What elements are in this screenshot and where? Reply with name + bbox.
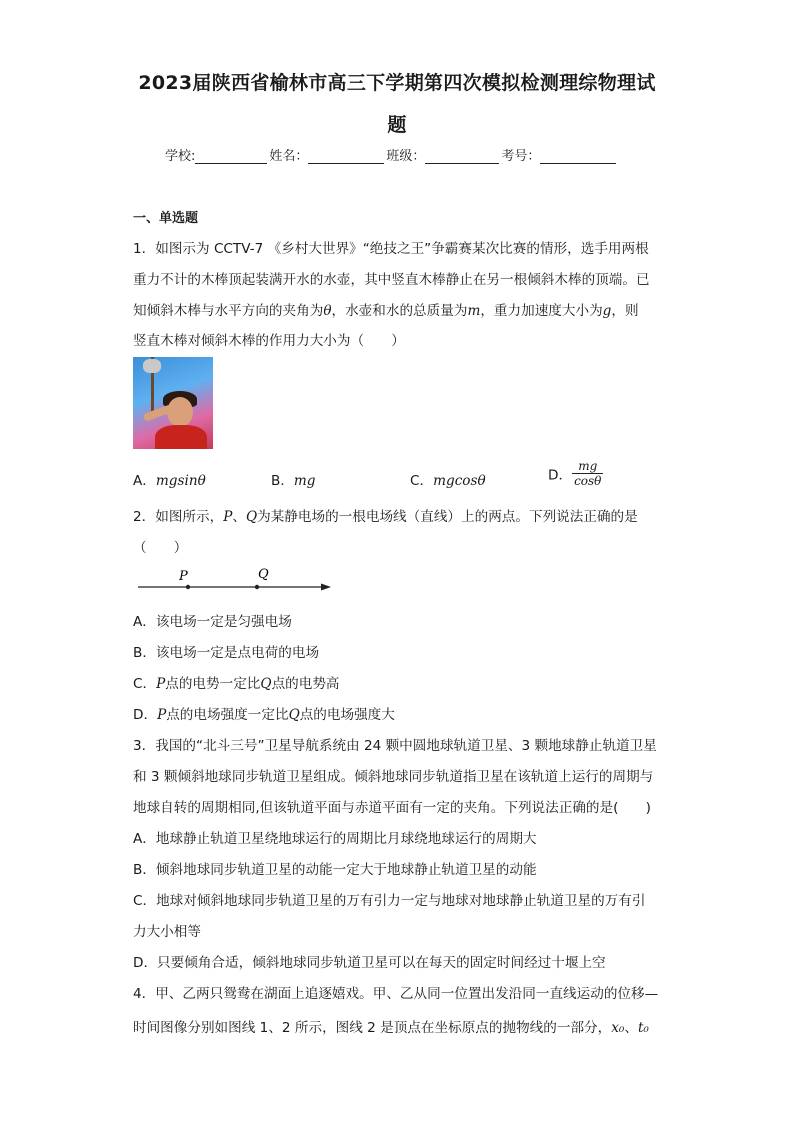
q1-line3 <box>133 299 639 319</box>
name-label: 姓名： <box>269 149 309 164</box>
fraction-numerator: mg <box>572 459 603 474</box>
option-d-fraction <box>572 459 603 488</box>
point-q-dot <box>255 585 259 589</box>
option-b-label: B． <box>271 473 294 489</box>
t0-symbol: t₀ <box>637 1020 649 1036</box>
q2d-label: D． <box>133 707 158 723</box>
q2c-text-b: 点的电势一定比 <box>165 676 261 692</box>
q2c-text-c: 点的电势高 <box>271 676 340 692</box>
q3-option-c-line2: 力大小相等 <box>133 924 201 940</box>
q2-line2: （ ） <box>133 540 188 556</box>
q2d-text-b: 点的电场强度一定比 <box>166 707 289 723</box>
school-blank <box>195 149 267 164</box>
class-blank <box>425 149 499 164</box>
q2-line1 <box>133 505 638 525</box>
q2d-q: Q <box>288 707 300 723</box>
q3-line2: 和 3 颗倾斜地球同步轨道卫星组成。倾斜地球同步轨道指卫星在该轨道上运行的周期与 <box>133 769 654 785</box>
q2d-text-c: 点的电场强度大 <box>299 707 395 723</box>
q3-option-a: A．地球静止轨道卫星绕地球运行的周期比月球绕地球运行的周期大 <box>133 831 537 847</box>
option-a-mg: mg <box>155 473 178 489</box>
option-b-mg: mg <box>293 473 316 489</box>
q1-option-b <box>271 469 316 489</box>
q2c-p: P <box>156 676 166 692</box>
kettle-balancing-photo <box>133 357 213 449</box>
section-heading: 一、单选题 <box>133 211 199 226</box>
q2-option-a: A．该电场一定是匀强电场 <box>133 614 292 630</box>
mass-symbol: m <box>467 303 481 319</box>
q3-option-b: B．倾斜地球同步轨道卫星的动能一定大于地球静止轨道卫星的动能 <box>133 862 537 878</box>
q1-line3-text-a: 知倾斜木棒与水平方向的夹角为 <box>133 303 324 319</box>
q3-line1: 3．我国的“北斗三号”卫星导航系统由 24 颗中圆地球轨道卫星、3 颗地球静止轨道卫星 <box>133 738 657 754</box>
option-a-sin: sinθ <box>177 473 206 489</box>
kettle-icon <box>143 359 161 373</box>
fraction-denominator: cosθ <box>574 474 602 488</box>
q1-line3-text-c: ，重力加速度大小为 <box>480 303 603 319</box>
point-p-label: P <box>179 569 188 584</box>
point-q-symbol: Q <box>245 509 258 525</box>
q1-line1: 1．如图示为 CCTV-7 《乡村大世界》“绝技之王”争霸赛某次比赛的情形，选手用两根 <box>133 241 649 257</box>
name-blank <box>308 149 384 164</box>
q2-text-b: 、 <box>232 509 246 525</box>
option-d-label: D． <box>548 467 573 484</box>
performer-body <box>155 425 207 449</box>
q1-option-d <box>548 459 603 488</box>
q1-option-a <box>133 469 206 489</box>
q1-option-c <box>410 469 486 489</box>
school-label: 学校: <box>165 149 196 164</box>
q2c-q: Q <box>260 676 272 692</box>
q4-sep: 、 <box>624 1020 638 1036</box>
option-a-label: A． <box>133 473 156 489</box>
q1-line4: 竖直木棒对倾斜木棒的作用力大小为（ ） <box>133 333 405 349</box>
q2-text-c: 为某静电场的一根电场线（直线）上的两点。下列说法正确的是 <box>257 509 638 525</box>
arrow-head-icon <box>321 584 331 591</box>
q1-line3-text-d: ，则 <box>611 303 639 319</box>
q4-line1: 4．甲、乙两只鸳鸯在湖面上追逐嬉戏。甲、乙从同一位置出发沿同一直线运动的位移— <box>133 986 659 1002</box>
option-c-cos: cosθ <box>454 473 486 489</box>
q4-line2 <box>133 1016 649 1036</box>
exam-title-line2: 题 <box>387 114 407 136</box>
q2c-label: C． <box>133 676 157 692</box>
exam-title-line1: 2023届陕西省榆林市高三下学期第四次模拟检测理综物理试 <box>138 72 656 94</box>
q2-option-c <box>133 672 340 692</box>
q4-text-a: 时间图像分别如图线 1、2 所示，图线 2 是顶点在坐标原点的抛物线的一部分， <box>133 1020 612 1036</box>
q2-text-a: 2．如图所示， <box>133 509 224 525</box>
number-label: 考号： <box>501 149 541 164</box>
point-p-dot <box>186 585 190 589</box>
point-q-label: Q <box>258 567 269 582</box>
q3-option-c-line1: C．地球对倾斜地球同步轨道卫星的万有引力一定与地球对地球静止轨道卫星的万有引 <box>133 893 646 909</box>
q1-line2: 重力不计的木棒顶起装满开水的水壶，其中竖直木棒静止在另一根倾斜木棒的顶端。已 <box>133 272 650 288</box>
q2-option-d <box>133 703 395 723</box>
student-info-row <box>165 145 618 164</box>
number-blank <box>540 149 616 164</box>
gravity-symbol: g <box>602 303 612 319</box>
electric-field-line-diagram <box>135 565 335 595</box>
q2d-p: P <box>157 707 167 723</box>
option-c-mg: mg <box>433 473 455 489</box>
option-c-label: C． <box>410 473 434 489</box>
theta-symbol: θ <box>323 303 332 319</box>
class-label: 班级： <box>386 149 426 164</box>
q3-line3: 地球自转的周期相同,但该轨道平面与赤道平面有一定的夹角。下列说法正确的是( ) <box>133 800 651 816</box>
q1-line3-text-b: ，水壶和水的总质量为 <box>331 303 468 319</box>
q3-option-d: D．只要倾角合适，倾斜地球同步轨道卫星可以在每天的固定时间经过十堰上空 <box>133 955 606 971</box>
x0-symbol: x₀ <box>611 1020 625 1036</box>
q2-option-b: B．该电场一定是点电荷的电场 <box>133 645 320 661</box>
point-p-symbol: P <box>223 509 233 525</box>
